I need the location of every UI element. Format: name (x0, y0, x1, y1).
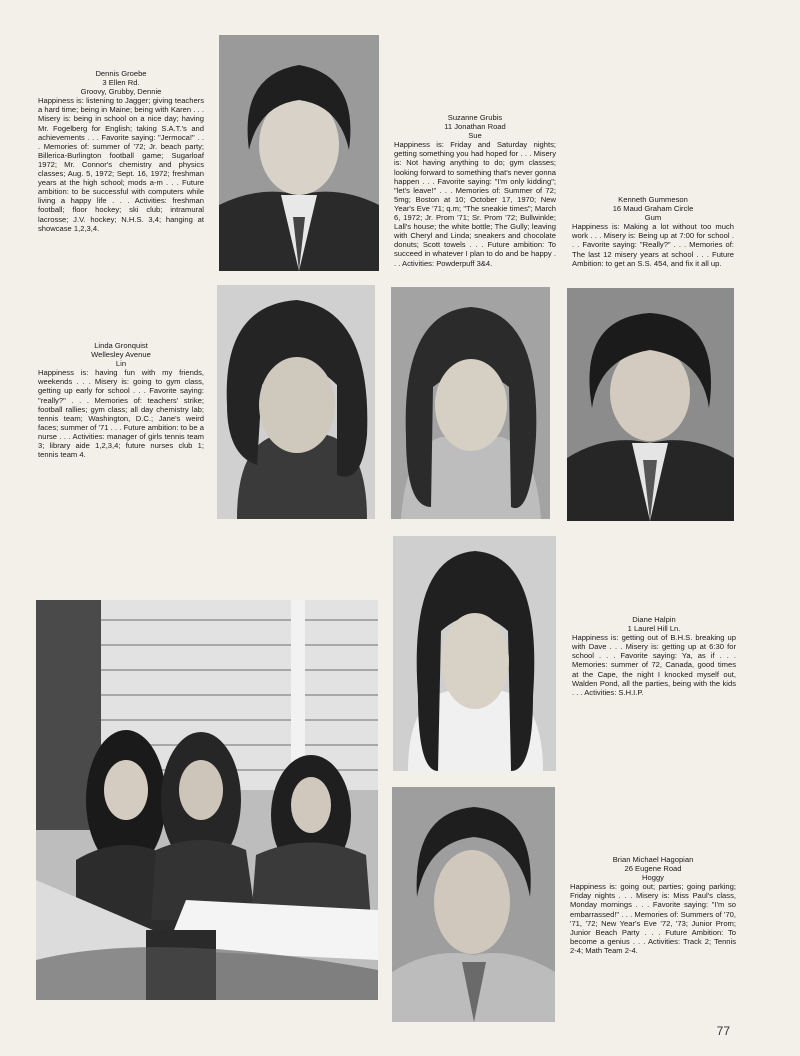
student-name: Diane Halpin (632, 615, 676, 624)
bio-diane-halpin (572, 615, 736, 697)
bio-header (38, 341, 204, 368)
student-nickname: Groovy, Grubby, Dennie (80, 87, 162, 97)
bio-header (572, 615, 736, 633)
bio-header (394, 113, 556, 140)
bio-suzanne-grubis (394, 113, 556, 268)
student-address: 16 Maud Graham Circle (612, 204, 694, 214)
portrait-linda-gronquist (217, 285, 375, 519)
portrait-suzanne-grubis (391, 287, 550, 519)
portrait-brian-hagopian (392, 787, 555, 1022)
bio-text: Happiness is: getting out of B.H.S. breaking up with Dave . . . Misery is: getting up at 6:30 for school . . . Favorite saying: Ya, as if . . . Memories: summer of 72, Canada, good times at the Cape, the night I knocked myself out, Walden Pond, all the parties, being with the kids . . . Activities: S.H.I.P. (572, 633, 736, 697)
student-name: Brian Michael Hagopian (612, 855, 694, 864)
student-nickname: Lin (115, 359, 127, 369)
student-address: 3 Ellen Rd. (102, 78, 140, 88)
candid-classroom-photo (36, 600, 378, 1000)
bio-text: Happiness is: listening to Jagger; giving teachers a hard time; being in Maine; being with Karen . . . Misery is: being in school on a nice day; having Mr. Fogelberg for English; taking S.A.T.'s and achievements . . . Favorite saying: "Jermoca!" . . . Memories of: summer of '72; Jr. beach party; Billerica-Burlington football game; Sugarloaf 1972; Mr. Connor's chemistry and physics classes; Aug. 5, 1972; Sept. 16, 1972; freshman years at the high school; mods a-m . . . Future ambition: to be successful with computers while living a happy life . . . Activities: freshman football; floor hockey; ski club; intramural lacrosse; J.V. hockey; N.H.S. 3,4; hanging at showcase 1,2,3,4. (38, 96, 204, 233)
bio-text: Happiness is: Making a lot without too much work . . . Misery is: Being up at 7:00 for school . . . Favorite saying: "Really?" . . . Memories of: The last 12 misery years at school . . . Future Ambition: to get an S.S. 454, and fix it all up. (572, 222, 734, 268)
bio-kenneth-gummeson (572, 195, 734, 268)
student-name: Linda Gronquist (94, 341, 148, 350)
bio-text: Happiness is: having fun with my friends, weekends . . . Misery is: going to gym class, getting up early for school . . . Favorite saying: "really?" . . . Memories of: teachers' strike; football rallies; gym class; all day chemistry lab; tennis team; Washington, D.C.; Jane's weird faces; summer of '71 . . . Future ambition: to be a nurse . . . Activities: manager of girls tennis team 3; library aide 1,2,3,4; future nurses club 1; tennis team 4. (38, 368, 204, 460)
portrait-kenneth-gummeson (567, 288, 734, 521)
student-address: 1 Laurel Hill Ln. (627, 624, 681, 634)
portrait-dennis-groebe (219, 35, 379, 271)
bio-dennis-groebe (38, 69, 204, 233)
bio-header (38, 69, 204, 96)
student-name: Dennis Groebe (95, 69, 147, 78)
student-nickname: Hoggy (642, 873, 664, 883)
student-address: 26 Eugene Road (624, 864, 682, 874)
bio-text: Happiness is: Friday and Saturday nights; getting something you had hoped for . . . Misery is: Not having anything to do; gym classes; looking forward to something that's never gonna happen . . . Favorite saying: "I'm only kidding"; "let's leave!" . . . Memories of: Summer of 72; 5mg; Boston at 10; October 17, 1970; New Year's Eve '71; q.m; "The sneakie times"; March 6, 1972; Jr. Prom '71; Sr. Prom '72; Bullwinkle; Lall's house; the white bottle; The Gully; leaving with Cheryl and Linda; sneakers and chocolate donuts; Scott towels . . . Future ambition: To succeed in whatever I plan to do and be happy . . . Activities: Powderpuff 3&4. (394, 140, 556, 268)
bio-text: Happiness is: going out; parties; going parking; Friday nights . . . Misery is: Miss Paul's class, Monday mornings . . . Favorite saying: "I'm so embarrassed!" . . . Memories of: Summers of '70, '71, '72; New Year's Eve '72, '73; Junior Prom; Junior Beach Party . . . Future Ambition: To become a genius . . . Activities: Track 2; Tennis 2-4; Math Team 2-4. (570, 882, 736, 955)
bio-brian-hagopian (570, 855, 736, 955)
student-name: Kenneth Gummeson (618, 195, 688, 204)
bio-header (570, 855, 736, 882)
bio-linda-gronquist (38, 341, 204, 459)
student-name: Suzanne Grubis (447, 113, 503, 122)
portrait-diane-halpin (393, 536, 556, 771)
page-number: 77 (716, 1024, 730, 1038)
student-address: 11 Jonathan Road (444, 122, 506, 132)
bio-header (572, 195, 734, 222)
student-nickname: Gum (644, 213, 662, 223)
student-address: Wellesley Avenue (91, 350, 151, 360)
student-nickname: Sue (468, 131, 482, 141)
